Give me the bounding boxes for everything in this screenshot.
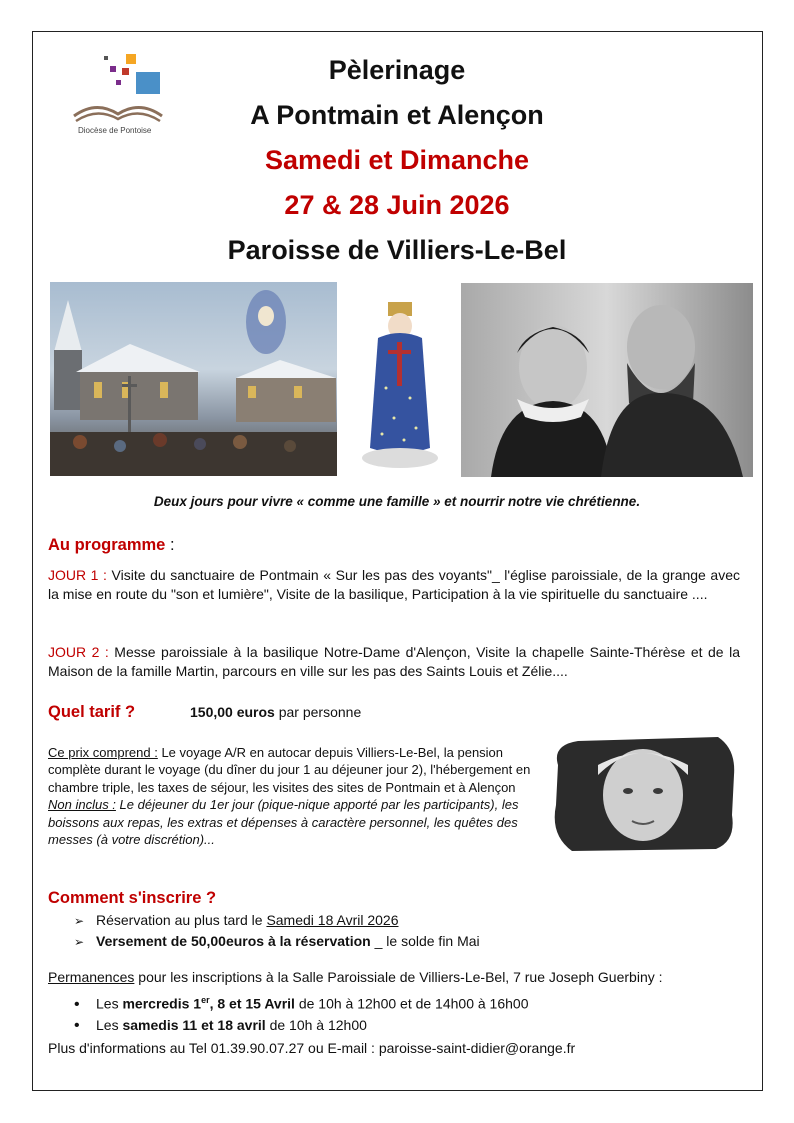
versement-tail: _ le solde fin Mai [370, 932, 480, 949]
reservation-item [96, 911, 399, 931]
noninclus-text: Le déjeuner du 1er jour (pique-nique apporté par les participants), les boissons aux repas, les extras et dépenses à caractère personnel, les quêtes des messes (à votre discrétion)... [48, 797, 519, 848]
logo-square-orange [126, 54, 136, 64]
programme-heading [48, 536, 175, 555]
sainte-therese-image [548, 735, 738, 853]
versement-item [96, 932, 480, 952]
jour1-paragraph [48, 566, 740, 605]
list-item [74, 990, 529, 1015]
jour1-text: Visite du sanctuaire de Pontmain « Sur les pas des voyants"_ l'église paroissiale, de la grange avec la mise en route du "son et lumière", Visite de la basilique, Participation à la vie spirituelle du sanctuaire .... [48, 567, 740, 603]
virgin-statue-image [360, 298, 440, 472]
saints-louis-zelie-image [461, 283, 753, 477]
jour2-label: JOUR 2 : [48, 644, 109, 660]
tarif-value [190, 704, 361, 720]
tarif-per: par personne [274, 704, 362, 720]
arrow-bullet-icon: ➢ [74, 934, 85, 949]
therese-portrait [548, 735, 738, 853]
list-item [74, 1015, 529, 1036]
jour1-label: JOUR 1 : [48, 567, 107, 583]
jour2-paragraph [48, 643, 740, 682]
tarif-heading: Quel tarif ? [48, 703, 136, 721]
permanences-text: pour les inscriptions à la Salle Paroissiale de Villiers-Le-Bel, 7 rue Joseph Guerbiny : [134, 969, 663, 985]
tagline: Deux jours pour vivre « comme une famille » et nourrir notre vie chrétienne. [153, 494, 641, 509]
samedis-tail: de 10h à 12h00 [265, 1016, 367, 1033]
pontmain-church-image [50, 282, 337, 476]
reservation-prefix: Réservation au plus tard le [96, 912, 267, 928]
statue-illustration [360, 298, 440, 472]
title-pelerinage: Pèlerinage [328, 55, 466, 85]
programme-heading-text: Au programme [48, 536, 166, 554]
title-destination: A Pontmain et Alençon [250, 100, 544, 130]
mercredis-bold1: mercredis 1 [122, 995, 202, 1012]
title-days: Samedi et Dimanche [264, 145, 530, 175]
mercredis-sup: er [201, 995, 210, 1005]
permanences-label: Permanences [48, 969, 135, 985]
title-dates: 27 & 28 Juin 2026 [284, 190, 510, 220]
mercredis-tail: de 10h à 12h00 et de 14h00 à 16h00 [294, 995, 529, 1012]
samedis-prefix: Les [96, 1016, 123, 1033]
jour2-text: Messe paroissiale à la basilique Notre-Dame d'Alençon, Visite la chapelle Sainte-Thérèse et de la Maison de la famille Martin, parcours en ville sur les pas des Saints Louis et Zélie.... [48, 644, 740, 680]
logo-square-red [122, 68, 129, 75]
permanences-paragraph [48, 968, 740, 987]
arrow-bullet-icon: ➢ [74, 914, 85, 928]
noninclus-label: Non inclus : [48, 797, 116, 813]
permanences-list [74, 990, 529, 1036]
versement-bold: Versement de 50,00euros à la réservation [96, 932, 371, 949]
samedis-item [96, 1015, 367, 1035]
list-item [74, 911, 480, 932]
inscription-list [74, 911, 480, 952]
comprend-label: Ce prix comprend : [48, 745, 158, 760]
mercredis-item [96, 990, 529, 1014]
inscription-heading: Comment s'inscrire ? [48, 889, 217, 907]
bullet-icon: • [74, 1016, 80, 1034]
logo-dot [104, 56, 108, 60]
prix-details [48, 744, 543, 848]
samedis-bold: samedis 11 et 18 avril [122, 1016, 266, 1033]
bullet-icon: • [74, 995, 80, 1013]
programme-heading-colon: : [165, 536, 175, 554]
list-item [74, 932, 480, 953]
logo-square-purple [110, 66, 116, 72]
contact-line: Plus d'informations au Tel 01.39.90.07.27 ou E-mail : paroisse-saint-didier@orange.fr [48, 1040, 576, 1056]
mercredis-prefix: Les [96, 995, 123, 1012]
title-parish: Paroisse de Villiers-Le-Bel [227, 235, 567, 265]
logo-dot-purple [116, 80, 121, 85]
mercredis-bold2: , 8 et 15 Avril [209, 995, 295, 1012]
title-block [150, 48, 644, 273]
logo-caption: Diocèse de Pontoise [78, 126, 152, 135]
tarif-price: 150,00 euros [190, 704, 275, 720]
couple-photo [461, 283, 753, 477]
reservation-date: Samedi 18 Avril 2026 [266, 912, 399, 928]
comprend-text: Le voyage A/R en autocar depuis Villiers-Le-Bel, la pension complète durant le voyage (du dîner du jour 1 au déjeuner jour 2), l'hébergement en chambre triple, les taxes de séjour, les visites des sites de Pontmain et à Alençon [48, 745, 531, 795]
church-illustration [50, 282, 337, 476]
